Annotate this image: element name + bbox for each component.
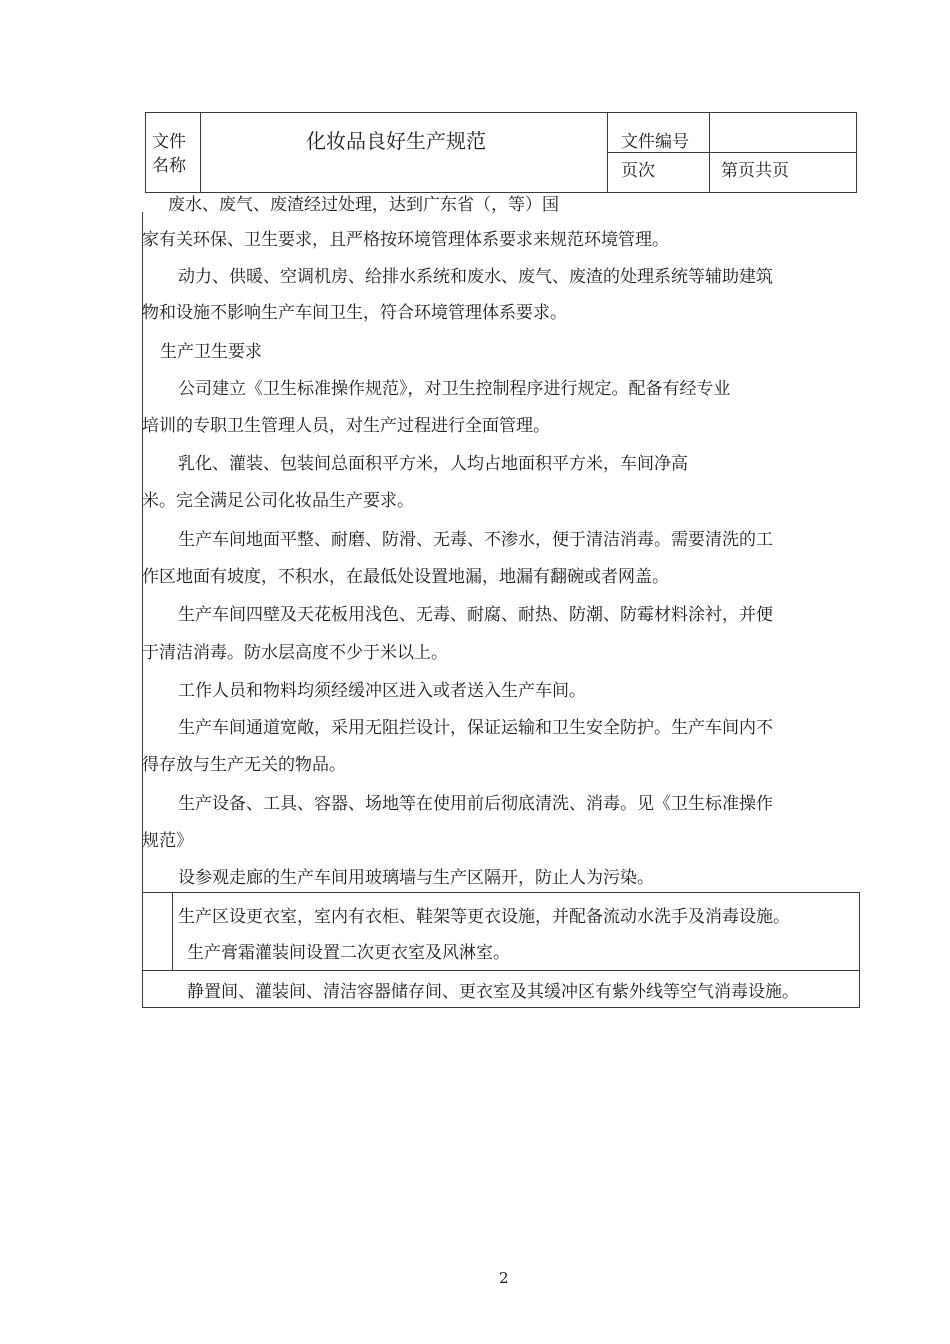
body-line: 乳化、灌装、包装间总面积平方米，人均占地面积平方米，车间净高 (178, 454, 688, 474)
body-line: 作区地面有坡度，不积水，在最低处设置地漏，地漏有翻碗或者网盖。 (142, 567, 669, 587)
body-line: 于清洁消毒。防水层高度不少于米以上。 (142, 643, 448, 663)
body-line: 生产区设更衣室，室内有衣柜、鞋架等更衣设施，并配备流动水洗手及消毒设施。 (178, 907, 790, 927)
body-line: 培训的专职卫生管理人员，对生产过程进行全面管理。 (142, 416, 550, 436)
frame-line (142, 212, 143, 1008)
table-border (607, 112, 608, 193)
page-value: 第页共页 (721, 161, 789, 181)
body-line: 设参观走廊的生产车间用玻璃墙与生产区隔开，防止人为污染。 (178, 868, 654, 888)
body-line: 生产设备、工具、容器、场地等在使用前后彻底清洗、消毒。见《卫生标准操作 (178, 794, 773, 814)
body-line: 家有关环保、卫生要求，且严格按环境管理体系要求来规范环境管理。 (142, 230, 669, 250)
document-title: 化妆品良好生产规范 (306, 129, 486, 153)
body-line: 动力、供暖、空调机房、给排水系统和废水、废气、废渣的处理系统等辅助建筑 (178, 267, 773, 287)
body-line: 废水、废气、废渣经过处理，达到广东省（，等）国 (168, 195, 559, 215)
table-border (145, 192, 857, 193)
frame-line (142, 892, 860, 893)
body-line: 生产车间通道宽敞，采用无阻拦设计，保证运输和卫生安全防护。生产车间内不 (178, 718, 773, 738)
section-heading: 生产卫生要求 (160, 342, 262, 362)
body-line: 生产膏霜灌装间设置二次更衣室及风淋室。 (187, 943, 510, 963)
body-line: 生产车间四壁及天花板用浅色、无毒、耐腐、耐热、防潮、防霉材料涂衬，并便 (178, 605, 773, 625)
file-name-label: 名称 (152, 156, 186, 176)
table-border (607, 152, 857, 153)
body-line: 米。完全满足公司化妆品生产要求。 (142, 491, 414, 511)
table-border (145, 112, 857, 113)
frame-line (142, 970, 860, 971)
body-line: 生产车间地面平整、耐磨、防滑、无毒、不渗水，便于清洁消毒。需要清洗的工 (178, 530, 773, 550)
frame-line (172, 892, 173, 970)
table-border (145, 112, 146, 193)
file-name-label: 文件 (152, 132, 186, 152)
body-line: 公司建立《卫生标准操作规范》，对卫生控制程序进行规定。配备有经专业 (178, 379, 731, 399)
table-border (709, 112, 710, 193)
body-line: 规范》 (142, 831, 193, 851)
page-number: 2 (499, 1269, 509, 1287)
frame-line (859, 892, 860, 1008)
body-line: 物和设施不影响生产车间卫生，符合环境管理体系要求。 (142, 303, 567, 323)
frame-line (142, 1007, 860, 1008)
table-border (856, 112, 857, 193)
file-number-label: 文件编号 (621, 132, 689, 152)
page-label: 页次 (621, 161, 655, 181)
body-line: 工作人员和物料均须经缓冲区进入或者送入生产车间。 (178, 681, 586, 701)
table-border (200, 112, 201, 193)
body-line: 得存放与生产无关的物品。 (142, 755, 346, 775)
body-line: 静置间、灌装间、清洁容器储存间、更衣室及其缓冲区有紫外线等空气消毒设施。 (187, 982, 799, 1002)
